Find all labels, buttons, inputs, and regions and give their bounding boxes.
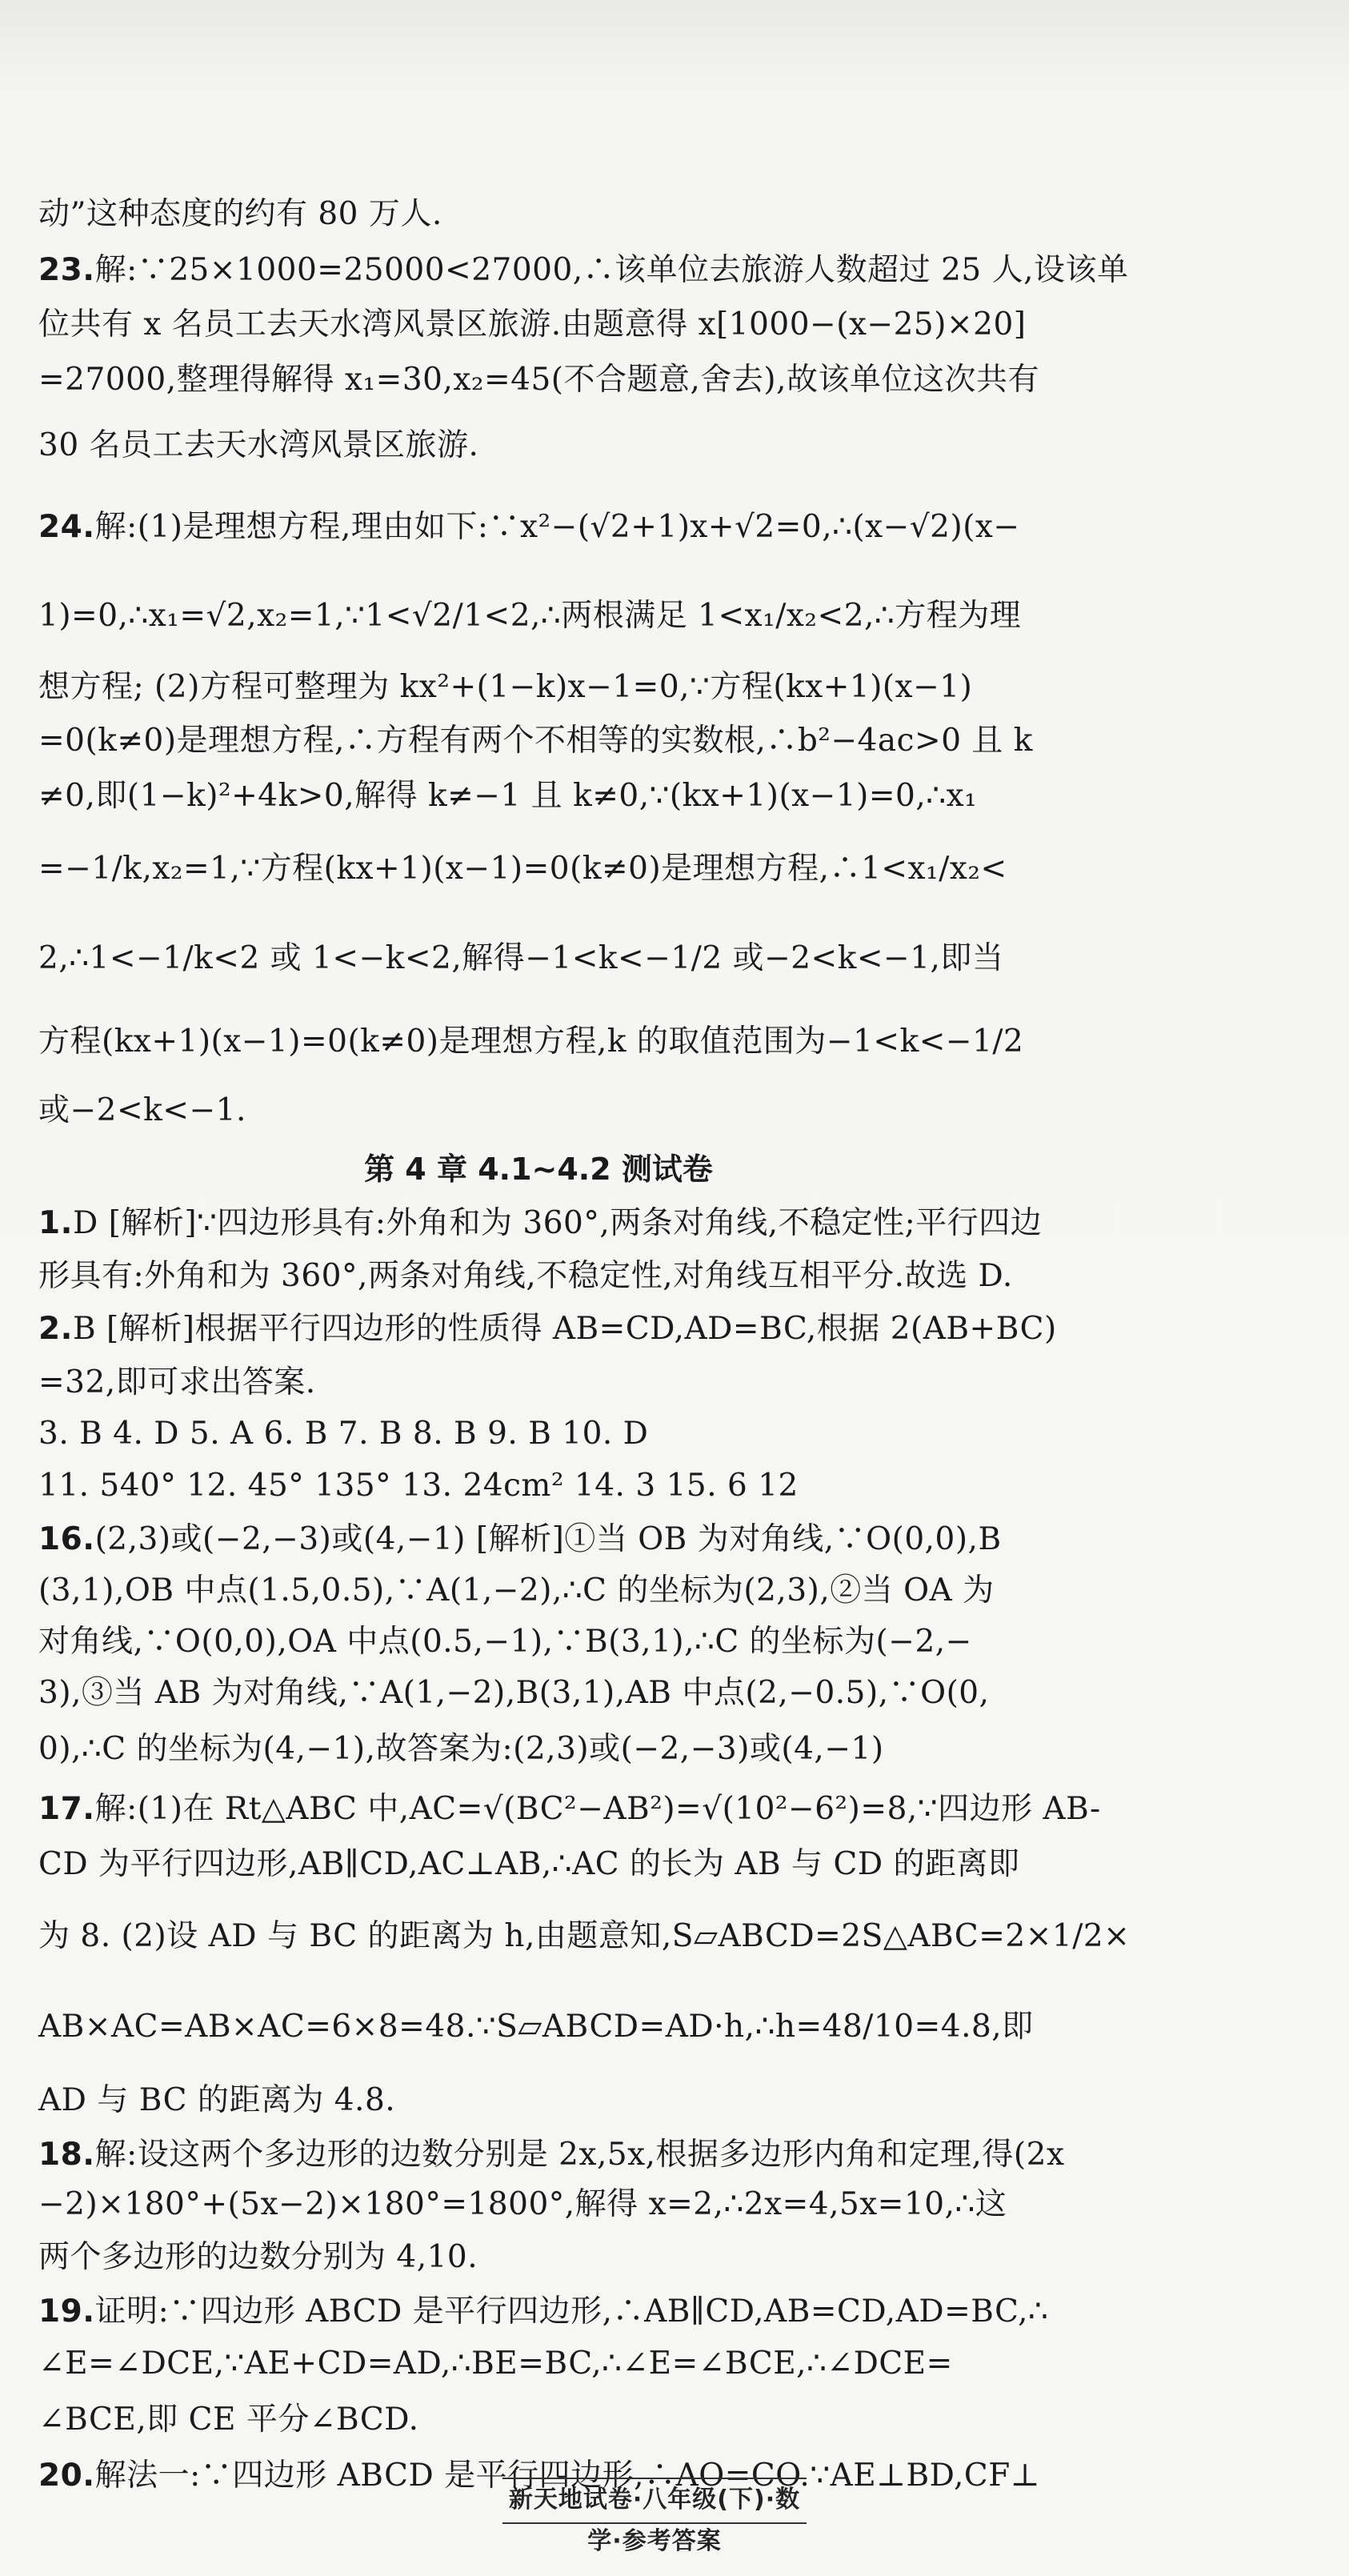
answer-line <box>38 1839 1039 1890</box>
question-number: 1. <box>38 1205 73 1241</box>
answer-line <box>38 914 1039 1004</box>
answer-line <box>38 1080 1039 1141</box>
answer-line <box>38 2229 1039 2286</box>
line-text: 证明:∵四边形 ABCD 是平行四边形,∴AB∥CD,AB=CD,AD=BC,∴ <box>94 2294 1049 2330</box>
answer-line <box>38 2071 1039 2130</box>
answer-line <box>38 1983 1039 2071</box>
line-text: AB×AC=AB×AC=6×8=48.∵S▱ABCD=AD·h,∴h=48/10=4.8,即 <box>38 2009 1034 2045</box>
answer-line <box>38 1514 1039 1565</box>
question-number: 16. <box>38 1521 95 1557</box>
line-text: 11. 540° 12. 45° 135° 13. 24cm² 14. 3 15. 6 12 <box>38 1468 799 1504</box>
answer-line <box>38 1004 1039 1080</box>
page-footer: 新天地试卷·八年级(下)·数学·参考答案 <box>502 2478 807 2524</box>
answer-line <box>38 243 1129 298</box>
line-text: 3. B 4. D 5. A 6. B 7. B 8. B 9. B 10. D <box>38 1416 649 1452</box>
answer-line <box>38 1890 1131 1983</box>
line-text: −2)×180°+(5x−2)×180°=1800°,解得 x=2,∴2x=4,5x=10,∴这 <box>38 2186 1007 2222</box>
line-text: 想方程; (2)方程可整理为 kx²+(1−k)x−1=0,∵方程(kx+1)(x−1) <box>38 669 973 705</box>
line-text: 或−2<k<−1. <box>38 1092 246 1128</box>
question-number: 2. <box>38 1311 73 1347</box>
line-text: 两个多边形的边数分别为 4,10. <box>38 2239 478 2275</box>
answer-line <box>38 2130 1065 2180</box>
answer-content <box>38 186 1131 2502</box>
line-text: 形具有:外角和为 360°,两条对角线,不稳定性,对角线互相平分.故选 D. <box>38 1258 1013 1294</box>
answer-line <box>38 2286 1049 2338</box>
line-text: (2,3)或(−2,−3)或(4,−1) [解析]①当 OB 为对角线,∵O(0,0),B <box>94 1521 1002 1557</box>
line-text: =0(k≠0)是理想方程,∴方程有两个不相等的实数根,∴b²−4ac>0 且 k <box>38 723 1033 759</box>
question-number: 20. <box>38 2458 95 2494</box>
answer-line <box>38 2180 1039 2229</box>
line-text: ∠E=∠DCE,∵AE+CD=AD,∴BE=BC,∴∠E=∠BCE,∴∠DCE= <box>38 2346 953 2382</box>
line-text: 解:(1)在 Rt△ABC 中,AC=√(BC²−AB²)=√(10²−6²)=8,∵四边形 AB- <box>94 1791 1101 1827</box>
question-number: 24. <box>38 509 95 545</box>
line-text: 解:∵25×1000=25000<27000,∴该单位去旅游人数超过 25 人,设该单 <box>94 252 1129 288</box>
line-text: 1)=0,∴x₁=√2,x₂=1,∵1<√2/1<2,∴两根满足 1<x₁/x₂<2,∴方程为理 <box>38 598 1022 634</box>
answer-line <box>38 2338 1039 2390</box>
question-number: 18. <box>38 2137 95 2173</box>
question-number: 23. <box>38 252 95 288</box>
line-text: 对角线,∵O(0,0),OA 中点(0.5,−1),∵B(3,1),∴C 的坐标为(−2,− <box>38 1624 972 1660</box>
line-text: 2,∴1<−1/k<2 或 1<−k<2,解得−1<k<−1/2 或−2<k<−1,即当 <box>38 940 1004 976</box>
section-heading: 第 4 章 4.1~4.2 测试卷 <box>364 1152 713 1187</box>
answer-line <box>38 714 1039 768</box>
answer-line <box>38 571 1039 661</box>
line-text: D [解析]∵四边形具有:外角和为 360°,两条对角线,不稳定性;平行四边 <box>72 1205 1043 1241</box>
answer-line <box>38 1719 1039 1780</box>
answer-line <box>38 483 1039 571</box>
answer-line <box>38 186 1039 243</box>
answer-line <box>38 1250 1039 1303</box>
line-text: CD 为平行四边形,AB∥CD,AC⊥AB,∴AC 的长为 AB 与 CD 的距离即 <box>38 1846 1020 1882</box>
answer-line <box>38 1668 1039 1719</box>
line-text: 方程(kx+1)(x−1)=0(k≠0)是理想方程,k 的取值范围为−1<k<−1/2 <box>38 1024 1024 1060</box>
answer-line <box>38 2390 1039 2450</box>
line-text: =−1/k,x₂=1,∵方程(kx+1)(x−1)=0(k≠0)是理想方程,∴1<x₁/x₂< <box>38 851 1007 887</box>
answer-line <box>38 1197 1043 1250</box>
answer-line <box>38 408 1039 483</box>
answer-line <box>38 298 1039 352</box>
answer-line <box>38 1356 1039 1410</box>
line-text: 解:(1)是理想方程,理由如下:∵x²−(√2+1)x+√2=0,∴(x−√2)(x− <box>94 509 1020 545</box>
question-number: 19. <box>38 2294 95 2330</box>
answer-line <box>38 352 1039 408</box>
line-text: 为 8. (2)设 AD 与 BC 的距离为 h,由题意知,S▱ABCD=2S△ABC=2×1/2× <box>38 1918 1131 1954</box>
answer-line <box>38 1458 1039 1514</box>
answer-line <box>38 824 1039 914</box>
line-text: 动”这种态度的约有 80 万人. <box>38 196 442 232</box>
answer-line <box>38 768 1039 824</box>
line-text: =27000,整理得解得 x₁=30,x₂=45(不合题意,舍去),故该单位这次共有 <box>38 362 1040 398</box>
line-text: (3,1),OB 中点(1.5,0.5),∵A(1,−2),∴C 的坐标为(2,3),②当 OA 为 <box>38 1572 995 1608</box>
answer-line <box>38 1565 1039 1617</box>
question-number: 17. <box>38 1791 95 1827</box>
line-text: ∠BCE,即 CE 平分∠BCD. <box>38 2402 419 2438</box>
answer-line <box>38 661 1039 714</box>
answer-line <box>38 1410 1039 1458</box>
line-text: 30 名员工去天水湾风景区旅游. <box>38 427 479 463</box>
line-text: 解法一:∵四边形 ABCD 是平行四边形,∴AO=CO.∵AE⊥BD,CF⊥ <box>94 2458 1040 2494</box>
answer-line <box>38 1303 1057 1356</box>
line-text: =32,即可求出答案. <box>38 1364 316 1400</box>
line-text: 3),③当 AB 为对角线,∵A(1,−2),B(3,1),AB 中点(2,−0.5),∵O(0, <box>38 1675 990 1711</box>
line-text: ≠0,即(1−k)²+4k>0,解得 k≠−1 且 k≠0,∵(kx+1)(x−1)=0,∴x₁ <box>38 778 978 814</box>
answer-line <box>38 1617 1039 1668</box>
line-text: B [解析]根据平行四边形的性质得 AB=CD,AD=BC,根据 2(AB+BC) <box>72 1311 1057 1347</box>
line-text: 解:设这两个多边形的边数分别是 2x,5x,根据多边形内角和定理,得(2x <box>94 2137 1065 2173</box>
line-text: 0),∴C 的坐标为(4,−1),故答案为:(2,3)或(−2,−3)或(4,−1) <box>38 1731 884 1767</box>
answer-line <box>38 1780 1101 1839</box>
line-text: 位共有 x 名员工去天水湾风景区旅游.由题意得 x[1000−(x−25)×20] <box>38 306 1027 343</box>
line-text: AD 与 BC 的距离为 4.8. <box>38 2082 396 2118</box>
